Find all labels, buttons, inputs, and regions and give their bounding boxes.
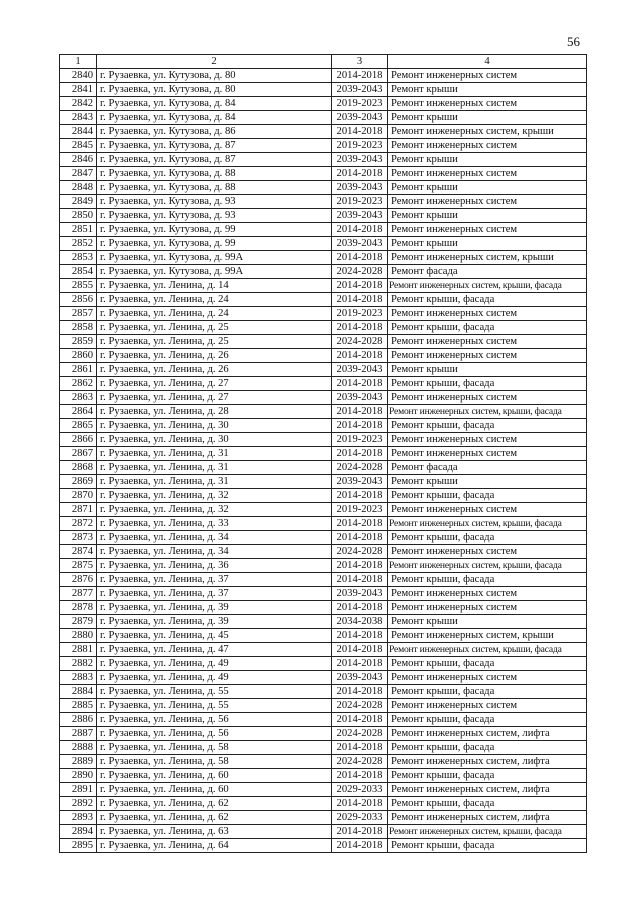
work-type-cell: Ремонт инженерных систем, крыши, фасада	[388, 405, 587, 419]
address-cell: г. Рузаевка, ул. Ленина, д. 36	[97, 559, 332, 573]
table-row	[60, 251, 587, 265]
work-type-cell: Ремонт инженерных систем, крыши	[388, 251, 587, 265]
address-cell: г. Рузаевка, ул. Ленина, д. 39	[97, 601, 332, 615]
table-row	[60, 237, 587, 251]
table-row	[60, 545, 587, 559]
row-number-cell: 2857	[60, 307, 97, 321]
row-number-cell: 2886	[60, 713, 97, 727]
period-cell: 2019-2023	[332, 195, 388, 209]
table-row	[60, 293, 587, 307]
table-row	[60, 433, 587, 447]
address-cell: г. Рузаевка, ул. Кутузова, д. 99А	[97, 251, 332, 265]
period-cell: 2014-2018	[332, 657, 388, 671]
work-type-cell: Ремонт инженерных систем, крыши, фасада	[388, 825, 587, 839]
address-cell: г. Рузаевка, ул. Ленина, д. 24	[97, 307, 332, 321]
period-cell: 2014-2018	[332, 741, 388, 755]
row-number-cell: 2880	[60, 629, 97, 643]
work-type-cell: Ремонт инженерных систем	[388, 69, 587, 83]
address-cell: г. Рузаевка, ул. Кутузова, д. 93	[97, 209, 332, 223]
table-row	[60, 713, 587, 727]
address-cell: г. Рузаевка, ул. Ленина, д. 25	[97, 321, 332, 335]
table-row	[60, 615, 587, 629]
row-number-cell: 2879	[60, 615, 97, 629]
table-row	[60, 461, 587, 475]
address-cell: г. Рузаевка, ул. Ленина, д. 32	[97, 489, 332, 503]
table-row	[60, 727, 587, 741]
work-type-cell: Ремонт инженерных систем	[388, 307, 587, 321]
row-number-cell: 2859	[60, 335, 97, 349]
row-number-cell: 2873	[60, 531, 97, 545]
period-cell: 2019-2023	[332, 503, 388, 517]
work-type-cell: Ремонт крыши, фасада	[388, 419, 587, 433]
work-type-cell: Ремонт инженерных систем, крыши, фасада	[388, 279, 587, 293]
table-row	[60, 671, 587, 685]
period-cell: 2029-2033	[332, 811, 388, 825]
work-type-cell: Ремонт инженерных систем, крыши, фасада	[388, 517, 587, 531]
table-row	[60, 657, 587, 671]
table-row	[60, 489, 587, 503]
row-number-cell: 2884	[60, 685, 97, 699]
work-type-cell: Ремонт инженерных систем	[388, 335, 587, 349]
work-type-cell: Ремонт инженерных систем	[388, 391, 587, 405]
address-cell: г. Рузаевка, ул. Кутузова, д. 99	[97, 223, 332, 237]
row-number-cell: 2855	[60, 279, 97, 293]
row-number-cell: 2864	[60, 405, 97, 419]
period-cell: 2014-2018	[332, 293, 388, 307]
address-cell: г. Рузаевка, ул. Ленина, д. 62	[97, 811, 332, 825]
row-number-cell: 2842	[60, 97, 97, 111]
table-row	[60, 391, 587, 405]
row-number-cell: 2862	[60, 377, 97, 391]
address-cell: г. Рузаевка, ул. Ленина, д. 30	[97, 433, 332, 447]
work-type-cell: Ремонт крыши	[388, 363, 587, 377]
table-row	[60, 573, 587, 587]
table-row	[60, 97, 587, 111]
address-cell: г. Рузаевка, ул. Кутузова, д. 99	[97, 237, 332, 251]
period-cell: 2024-2028	[332, 727, 388, 741]
repair-schedule-table	[59, 54, 587, 853]
row-number-cell: 2847	[60, 167, 97, 181]
work-type-cell: Ремонт крыши, фасада	[388, 377, 587, 391]
row-number-cell: 2860	[60, 349, 97, 363]
period-cell: 2014-2018	[332, 377, 388, 391]
work-type-cell: Ремонт крыши, фасада	[388, 685, 587, 699]
period-cell: 2014-2018	[332, 573, 388, 587]
address-cell: г. Рузаевка, ул. Ленина, д. 49	[97, 657, 332, 671]
table-row	[60, 643, 587, 657]
address-cell: г. Рузаевка, ул. Ленина, д. 39	[97, 615, 332, 629]
table-row	[60, 503, 587, 517]
period-cell: 2014-2018	[332, 601, 388, 615]
work-type-cell: Ремонт крыши, фасада	[388, 657, 587, 671]
period-cell: 2024-2028	[332, 699, 388, 713]
work-type-cell: Ремонт крыши, фасада	[388, 741, 587, 755]
table-row	[60, 601, 587, 615]
work-type-cell: Ремонт инженерных систем	[388, 545, 587, 559]
work-type-cell: Ремонт крыши, фасада	[388, 839, 587, 853]
period-cell: 2014-2018	[332, 125, 388, 139]
row-number-cell: 2850	[60, 209, 97, 223]
address-cell: г. Рузаевка, ул. Ленина, д. 60	[97, 769, 332, 783]
row-number-cell: 2894	[60, 825, 97, 839]
period-cell: 2039-2043	[332, 363, 388, 377]
address-cell: г. Рузаевка, ул. Ленина, д. 26	[97, 363, 332, 377]
period-cell: 2019-2023	[332, 433, 388, 447]
work-type-cell: Ремонт крыши	[388, 615, 587, 629]
period-cell: 2019-2023	[332, 139, 388, 153]
row-number-cell: 2893	[60, 811, 97, 825]
row-number-cell: 2895	[60, 839, 97, 853]
table-row	[60, 209, 587, 223]
table-row	[60, 559, 587, 573]
row-number-cell: 2874	[60, 545, 97, 559]
work-type-cell: Ремонт инженерных систем	[388, 139, 587, 153]
period-cell: 2024-2028	[332, 335, 388, 349]
address-cell: г. Рузаевка, ул. Ленина, д. 37	[97, 573, 332, 587]
address-cell: г. Рузаевка, ул. Ленина, д. 25	[97, 335, 332, 349]
row-number-cell: 2876	[60, 573, 97, 587]
table-row	[60, 447, 587, 461]
work-type-cell: Ремонт крыши	[388, 209, 587, 223]
row-number-cell: 2856	[60, 293, 97, 307]
address-cell: г. Рузаевка, ул. Ленина, д. 55	[97, 685, 332, 699]
work-type-cell: Ремонт крыши	[388, 83, 587, 97]
period-cell: 2019-2023	[332, 97, 388, 111]
work-type-cell: Ремонт фасада	[388, 265, 587, 279]
period-cell: 2034-2038	[332, 615, 388, 629]
table-row	[60, 223, 587, 237]
table-row	[60, 265, 587, 279]
work-type-cell: Ремонт инженерных систем	[388, 587, 587, 601]
row-number-cell: 2871	[60, 503, 97, 517]
period-cell: 2019-2023	[332, 307, 388, 321]
period-cell: 2039-2043	[332, 181, 388, 195]
table-row	[60, 181, 587, 195]
row-number-cell: 2877	[60, 587, 97, 601]
table-row	[60, 811, 587, 825]
row-number-cell: 2861	[60, 363, 97, 377]
table-row	[60, 839, 587, 853]
address-cell: г. Рузаевка, ул. Ленина, д. 27	[97, 391, 332, 405]
address-cell: г. Рузаевка, ул. Кутузова, д. 80	[97, 69, 332, 83]
period-cell: 2029-2033	[332, 783, 388, 797]
work-type-cell: Ремонт крыши	[388, 181, 587, 195]
address-cell: г. Рузаевка, ул. Ленина, д. 34	[97, 545, 332, 559]
address-cell: г. Рузаевка, ул. Ленина, д. 55	[97, 699, 332, 713]
work-type-cell: Ремонт крыши, фасада	[388, 531, 587, 545]
address-cell: г. Рузаевка, ул. Ленина, д. 63	[97, 825, 332, 839]
table-row	[60, 699, 587, 713]
address-cell: г. Рузаевка, ул. Кутузова, д. 93	[97, 195, 332, 209]
work-type-cell: Ремонт инженерных систем, крыши	[388, 125, 587, 139]
period-cell: 2024-2028	[332, 461, 388, 475]
work-type-cell: Ремонт инженерных систем, лифта	[388, 811, 587, 825]
work-type-cell: Ремонт инженерных систем	[388, 699, 587, 713]
address-cell: г. Рузаевка, ул. Кутузова, д. 88	[97, 181, 332, 195]
address-cell: г. Рузаевка, ул. Ленина, д. 14	[97, 279, 332, 293]
period-cell: 2014-2018	[332, 685, 388, 699]
table-body	[60, 69, 587, 853]
address-cell: г. Рузаевка, ул. Кутузова, д. 86	[97, 125, 332, 139]
row-number-cell: 2883	[60, 671, 97, 685]
period-cell: 2024-2028	[332, 755, 388, 769]
header-row	[60, 55, 587, 69]
address-cell: г. Рузаевка, ул. Кутузова, д. 84	[97, 111, 332, 125]
row-number-cell: 2892	[60, 797, 97, 811]
address-cell: г. Рузаевка, ул. Ленина, д. 62	[97, 797, 332, 811]
header-cell-number: 1	[60, 55, 97, 69]
address-cell: г. Рузаевка, ул. Кутузова, д. 80	[97, 83, 332, 97]
row-number-cell: 2849	[60, 195, 97, 209]
table-row	[60, 783, 587, 797]
period-cell: 2014-2018	[332, 643, 388, 657]
work-type-cell: Ремонт крыши, фасада	[388, 321, 587, 335]
work-type-cell: Ремонт крыши, фасада	[388, 573, 587, 587]
header-cell-period: 3	[332, 55, 388, 69]
work-type-cell: Ремонт крыши	[388, 237, 587, 251]
row-number-cell: 2865	[60, 419, 97, 433]
address-cell: г. Рузаевка, ул. Ленина, д. 31	[97, 447, 332, 461]
address-cell: г. Рузаевка, ул. Ленина, д. 24	[97, 293, 332, 307]
period-cell: 2014-2018	[332, 419, 388, 433]
period-cell: 2014-2018	[332, 517, 388, 531]
period-cell: 2014-2018	[332, 559, 388, 573]
work-type-cell: Ремонт крыши, фасада	[388, 769, 587, 783]
table-row	[60, 139, 587, 153]
work-type-cell: Ремонт инженерных систем	[388, 503, 587, 517]
row-number-cell: 2868	[60, 461, 97, 475]
table-row	[60, 335, 587, 349]
period-cell: 2014-2018	[332, 825, 388, 839]
table-row	[60, 125, 587, 139]
address-cell: г. Рузаевка, ул. Кутузова, д. 84	[97, 97, 332, 111]
address-cell: г. Рузаевка, ул. Ленина, д. 33	[97, 517, 332, 531]
address-cell: г. Рузаевка, ул. Ленина, д. 37	[97, 587, 332, 601]
page-number: 56	[567, 34, 580, 49]
period-cell: 2039-2043	[332, 475, 388, 489]
address-cell: г. Рузаевка, ул. Ленина, д. 30	[97, 419, 332, 433]
period-cell: 2014-2018	[332, 713, 388, 727]
row-number-cell: 2878	[60, 601, 97, 615]
period-cell: 2024-2028	[332, 545, 388, 559]
work-type-cell: Ремонт инженерных систем	[388, 447, 587, 461]
address-cell: г. Рузаевка, ул. Ленина, д. 64	[97, 839, 332, 853]
row-number-cell: 2887	[60, 727, 97, 741]
work-type-cell: Ремонт инженерных систем	[388, 167, 587, 181]
work-type-cell: Ремонт крыши, фасада	[388, 293, 587, 307]
table-row	[60, 349, 587, 363]
table-row	[60, 741, 587, 755]
period-cell: 2014-2018	[332, 251, 388, 265]
work-type-cell: Ремонт крыши	[388, 153, 587, 167]
header-cell-work: 4	[388, 55, 587, 69]
table-row	[60, 405, 587, 419]
row-number-cell: 2852	[60, 237, 97, 251]
period-cell: 2014-2018	[332, 321, 388, 335]
period-cell: 2014-2018	[332, 279, 388, 293]
table-row	[60, 69, 587, 83]
period-cell: 2039-2043	[332, 237, 388, 251]
row-number-cell: 2845	[60, 139, 97, 153]
work-type-cell: Ремонт крыши	[388, 111, 587, 125]
row-number-cell: 2875	[60, 559, 97, 573]
table-row	[60, 307, 587, 321]
period-cell: 2039-2043	[332, 111, 388, 125]
work-type-cell: Ремонт фасада	[388, 461, 587, 475]
address-cell: г. Рузаевка, ул. Ленина, д. 34	[97, 531, 332, 545]
table-header	[60, 55, 587, 69]
address-cell: г. Рузаевка, ул. Ленина, д. 56	[97, 727, 332, 741]
table-row	[60, 279, 587, 293]
table-row	[60, 797, 587, 811]
row-number-cell: 2890	[60, 769, 97, 783]
table-row	[60, 517, 587, 531]
address-cell: г. Рузаевка, ул. Кутузова, д. 99А	[97, 265, 332, 279]
address-cell: г. Рузаевка, ул. Ленина, д. 56	[97, 713, 332, 727]
row-number-cell: 2840	[60, 69, 97, 83]
work-type-cell: Ремонт инженерных систем, лифта	[388, 727, 587, 741]
row-number-cell: 2872	[60, 517, 97, 531]
row-number-cell: 2881	[60, 643, 97, 657]
table-row	[60, 419, 587, 433]
row-number-cell: 2869	[60, 475, 97, 489]
period-cell: 2014-2018	[332, 223, 388, 237]
period-cell: 2039-2043	[332, 587, 388, 601]
period-cell: 2014-2018	[332, 489, 388, 503]
table-row	[60, 167, 587, 181]
table-row	[60, 153, 587, 167]
period-cell: 2039-2043	[332, 671, 388, 685]
row-number-cell: 2848	[60, 181, 97, 195]
row-number-cell: 2891	[60, 783, 97, 797]
address-cell: г. Рузаевка, ул. Ленина, д. 27	[97, 377, 332, 391]
work-type-cell: Ремонт инженерных систем	[388, 601, 587, 615]
period-cell: 2039-2043	[332, 153, 388, 167]
work-type-cell: Ремонт крыши, фасада	[388, 713, 587, 727]
table-row	[60, 531, 587, 545]
work-type-cell: Ремонт крыши	[388, 475, 587, 489]
row-number-cell: 2846	[60, 153, 97, 167]
work-type-cell: Ремонт крыши, фасада	[388, 489, 587, 503]
address-cell: г. Рузаевка, ул. Ленина, д. 31	[97, 461, 332, 475]
table-row	[60, 769, 587, 783]
period-cell: 2014-2018	[332, 769, 388, 783]
address-cell: г. Рузаевка, ул. Ленина, д. 45	[97, 629, 332, 643]
row-number-cell: 2882	[60, 657, 97, 671]
period-cell: 2039-2043	[332, 209, 388, 223]
work-type-cell: Ремонт инженерных систем, крыши, фасада	[388, 643, 587, 657]
period-cell: 2014-2018	[332, 405, 388, 419]
work-type-cell: Ремонт инженерных систем, крыши, фасада	[388, 559, 587, 573]
work-type-cell: Ремонт инженерных систем	[388, 195, 587, 209]
work-type-cell: Ремонт инженерных систем	[388, 223, 587, 237]
row-number-cell: 2858	[60, 321, 97, 335]
row-number-cell: 2866	[60, 433, 97, 447]
period-cell: 2039-2043	[332, 83, 388, 97]
address-cell: г. Рузаевка, ул. Ленина, д. 28	[97, 405, 332, 419]
address-cell: г. Рузаевка, ул. Ленина, д. 58	[97, 755, 332, 769]
address-cell: г. Рузаевка, ул. Кутузова, д. 87	[97, 153, 332, 167]
period-cell: 2014-2018	[332, 797, 388, 811]
address-cell: г. Рузаевка, ул. Кутузова, д. 88	[97, 167, 332, 181]
work-type-cell: Ремонт крыши, фасада	[388, 797, 587, 811]
work-type-cell: Ремонт инженерных систем, лифта	[388, 783, 587, 797]
row-number-cell: 2843	[60, 111, 97, 125]
table-row	[60, 629, 587, 643]
address-cell: г. Рузаевка, ул. Кутузова, д. 87	[97, 139, 332, 153]
row-number-cell: 2853	[60, 251, 97, 265]
row-number-cell: 2844	[60, 125, 97, 139]
address-cell: г. Рузаевка, ул. Ленина, д. 60	[97, 783, 332, 797]
period-cell: 2014-2018	[332, 839, 388, 853]
row-number-cell: 2888	[60, 741, 97, 755]
period-cell: 2014-2018	[332, 69, 388, 83]
work-type-cell: Ремонт инженерных систем	[388, 349, 587, 363]
row-number-cell: 2867	[60, 447, 97, 461]
table-row	[60, 363, 587, 377]
table-row	[60, 111, 587, 125]
period-cell: 2039-2043	[332, 391, 388, 405]
work-type-cell: Ремонт инженерных систем, лифта	[388, 755, 587, 769]
table-row	[60, 587, 587, 601]
table-row	[60, 83, 587, 97]
row-number-cell: 2885	[60, 699, 97, 713]
period-cell: 2014-2018	[332, 349, 388, 363]
table-row	[60, 195, 587, 209]
work-type-cell: Ремонт инженерных систем	[388, 97, 587, 111]
address-cell: г. Рузаевка, ул. Ленина, д. 47	[97, 643, 332, 657]
address-cell: г. Рузаевка, ул. Ленина, д. 58	[97, 741, 332, 755]
period-cell: 2014-2018	[332, 629, 388, 643]
table-row	[60, 825, 587, 839]
period-cell: 2014-2018	[332, 167, 388, 181]
period-cell: 2014-2018	[332, 447, 388, 461]
table-row	[60, 475, 587, 489]
table-row	[60, 321, 587, 335]
table-row	[60, 755, 587, 769]
row-number-cell: 2851	[60, 223, 97, 237]
table-row	[60, 685, 587, 699]
address-cell: г. Рузаевка, ул. Ленина, д. 26	[97, 349, 332, 363]
row-number-cell: 2889	[60, 755, 97, 769]
work-type-cell: Ремонт инженерных систем	[388, 433, 587, 447]
row-number-cell: 2870	[60, 489, 97, 503]
row-number-cell: 2841	[60, 83, 97, 97]
row-number-cell: 2854	[60, 265, 97, 279]
period-cell: 2024-2028	[332, 265, 388, 279]
work-type-cell: Ремонт инженерных систем	[388, 671, 587, 685]
address-cell: г. Рузаевка, ул. Ленина, д. 32	[97, 503, 332, 517]
address-cell: г. Рузаевка, ул. Ленина, д. 49	[97, 671, 332, 685]
work-type-cell: Ремонт инженерных систем, крыши	[388, 629, 587, 643]
address-cell: г. Рузаевка, ул. Ленина, д. 31	[97, 475, 332, 489]
period-cell: 2014-2018	[332, 531, 388, 545]
header-cell-address: 2	[97, 55, 332, 69]
row-number-cell: 2863	[60, 391, 97, 405]
table-row	[60, 377, 587, 391]
